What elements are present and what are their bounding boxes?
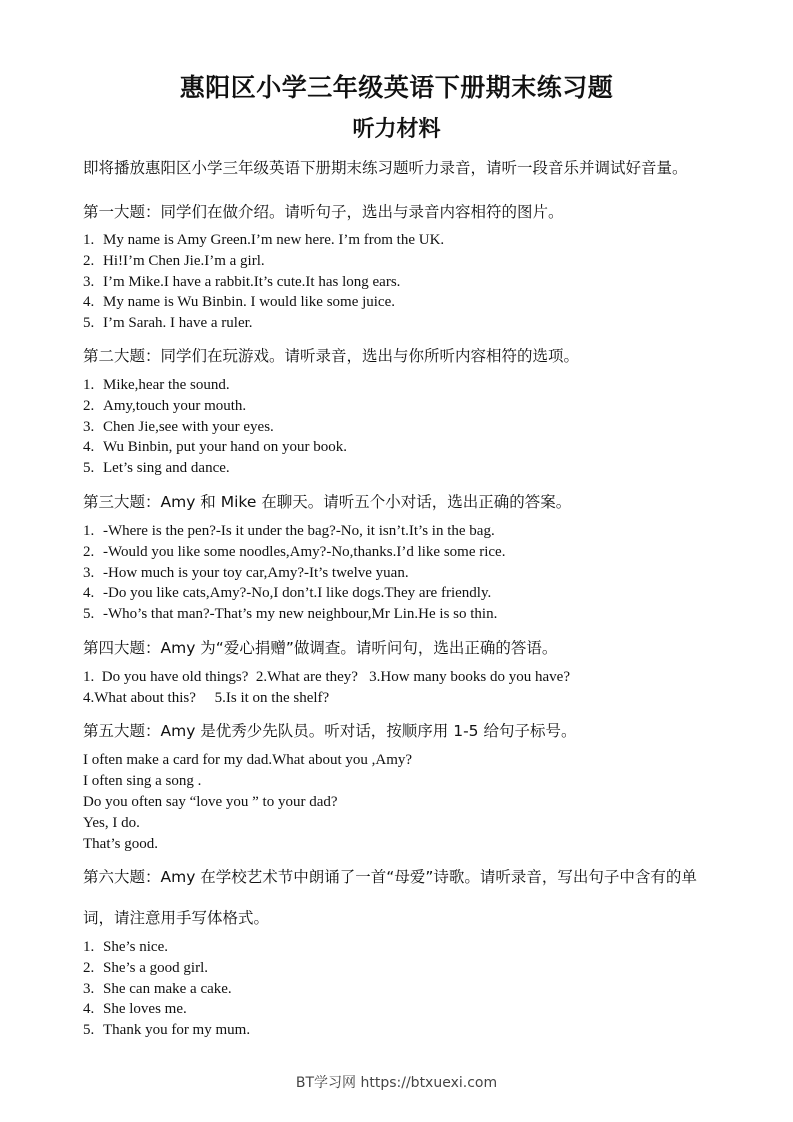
list-item: [83, 292, 444, 313]
list-item: [83, 604, 505, 625]
document-title: 惠阳区小学三年级英语下册期末练习题: [179, 73, 614, 102]
item-text: Hi!I’m Chen Jie.I’m a girl.: [103, 252, 265, 269]
section-3-list: [83, 521, 505, 625]
list-item: [83, 437, 347, 458]
item-text: Mike,hear the sound.: [103, 377, 230, 393]
list-item: [83, 563, 505, 584]
item-number: 4.: [83, 439, 95, 456]
list-item: [83, 272, 444, 293]
item-number: 3.: [83, 273, 95, 290]
item-text: Chen Jie,see with your eyes.: [103, 418, 274, 435]
item-number: 1.: [83, 523, 95, 539]
item-text: My name is Wu Binbin. I would like some juice.: [103, 294, 396, 311]
item-text: -Do you like cats,Amy?-No,I don’t.I like dogs.They are friendly.: [103, 585, 492, 602]
section-5-line: Yes, I do.: [83, 815, 140, 831]
section-4-line-2: 4.What about this? 5.Is it on the shelf?: [83, 690, 330, 706]
section-5-line: Do you often say “love you ” to your dad?: [83, 794, 338, 810]
list-item: [83, 542, 505, 563]
list-item: [83, 313, 444, 334]
section-2-list: [83, 375, 347, 479]
document-subtitle: 听力材料: [352, 117, 441, 142]
item-number: 5.: [83, 460, 95, 477]
item-text: -How much is your toy car,Amy?-It’s twelve yuan.: [103, 564, 409, 581]
section-4-line-1: 1. Do you have old things? 2.What are they? 3.How many books do you have?: [83, 669, 570, 685]
item-text: My name is Amy Green.I’m new here. I’m from the UK.: [103, 232, 445, 248]
item-number: 3.: [83, 418, 95, 435]
item-number: 2.: [83, 397, 95, 414]
list-item: [83, 958, 250, 979]
list-item: [83, 583, 505, 604]
item-text: -Would you like some noodles,Amy?-No,thanks.I’d like some rice.: [103, 543, 506, 560]
item-number: 1.: [83, 939, 95, 955]
section-1-list: [83, 230, 444, 334]
list-item: [83, 396, 347, 417]
item-text: I’m Mike.I have a rabbit.It’s cute.It has long ears.: [103, 273, 401, 290]
section-5-line: I often sing a song .: [83, 773, 202, 789]
item-number: 1.: [83, 377, 95, 393]
section-6-list: [83, 937, 250, 1041]
section-6-heading-continued: 词，请注意用手写体格式。: [83, 909, 270, 927]
item-number: 5.: [83, 315, 95, 332]
list-item: [83, 999, 250, 1020]
section-5-heading: 第五大题：Amy 是优秀少先队员。听对话，按顺序用 1-5 给句子标号。: [83, 722, 577, 740]
item-number: 3.: [83, 980, 95, 997]
list-item: [83, 979, 250, 1000]
section-6-heading: 第六大题：Amy 在学校艺术节中朗诵了一首“母爱”诗歌。请听录音，写出句子中含有的单: [83, 868, 697, 886]
section-5-line: I often make a card for my dad.What about you ,Amy?: [83, 752, 413, 768]
item-number: 1.: [83, 232, 95, 248]
section-1-heading: 第一大题：同学们在做介绍。请听句子，选出与录音内容相符的图片。: [83, 203, 564, 221]
item-text: I’m Sarah. I have a ruler.: [103, 315, 253, 332]
section-4-heading: 第四大题：Amy 为“爱心捐赠”做调查。请听问句，选出正确的答语。: [83, 639, 558, 657]
item-number: 4.: [83, 1001, 95, 1018]
item-text: She’s nice.: [103, 939, 168, 955]
intro-text: 即将播放惠阳区小学三年级英语下册期末练习题听力录音，请听一段音乐并调试好音量。: [83, 159, 688, 177]
item-number: 3.: [83, 564, 95, 581]
item-text: Thank you for my mum.: [103, 1022, 251, 1039]
list-item: [83, 417, 347, 438]
item-number: 5.: [83, 1022, 95, 1039]
item-number: 4.: [83, 294, 95, 311]
item-text: Wu Binbin, put your hand on your book.: [103, 439, 347, 456]
item-text: Amy,touch your mouth.: [103, 397, 247, 414]
list-item: [83, 230, 444, 251]
list-item: [83, 937, 250, 958]
item-number: 2.: [83, 959, 95, 976]
item-number: 2.: [83, 252, 95, 269]
list-item: [83, 251, 444, 272]
item-text: -Who’s that man?-That’s my new neighbour,Mr Lin.He is so thin.: [103, 606, 498, 623]
list-item: [83, 1020, 250, 1041]
item-text: She’s a good girl.: [103, 959, 208, 976]
item-number: 4.: [83, 585, 95, 602]
item-number: 2.: [83, 543, 95, 560]
section-3-heading: 第三大题：Amy 和 Mike 在聊天。请听五个小对话，选出正确的答案。: [83, 493, 572, 511]
item-text: Let’s sing and dance.: [103, 460, 230, 477]
section-5-line: That’s good.: [83, 836, 158, 852]
list-item: [83, 458, 347, 479]
section-2-heading: 第二大题：同学们在玩游戏。请听录音，选出与你所听内容相符的选项。: [83, 347, 580, 365]
item-number: 5.: [83, 606, 95, 623]
footer-watermark[interactable]: BT学习网 https://btxuexi.com: [295, 1075, 498, 1091]
item-text: She loves me.: [103, 1001, 187, 1018]
item-text: -Where is the pen?-Is it under the bag?-No, it isn’t.It’s in the bag.: [103, 523, 495, 539]
list-item: [83, 521, 505, 542]
item-text: She can make a cake.: [103, 980, 232, 997]
list-item: [83, 375, 347, 396]
